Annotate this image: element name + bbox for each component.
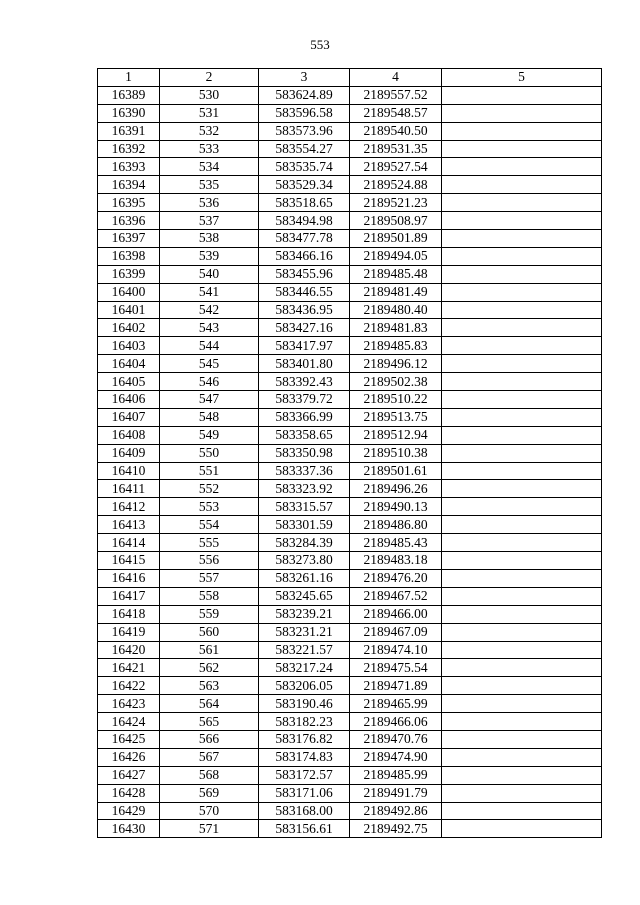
table-row (98, 212, 602, 230)
x-coordinate-cell: 583477.78 (259, 230, 350, 248)
vertex-number-cell: 553 (160, 498, 259, 516)
note-cell (442, 695, 602, 713)
table-row (98, 641, 602, 659)
point-number-cell: 16419 (98, 623, 160, 641)
point-number-cell: 16409 (98, 444, 160, 462)
table-row (98, 659, 602, 677)
table-row (98, 766, 602, 784)
point-number-cell: 16425 (98, 730, 160, 748)
y-coordinate-cell: 2189483.18 (350, 552, 442, 570)
note-cell (442, 283, 602, 301)
vertex-number-cell: 537 (160, 212, 259, 230)
y-coordinate-cell: 2189502.38 (350, 373, 442, 391)
note-cell (442, 569, 602, 587)
table-row (98, 265, 602, 283)
point-number-cell: 16417 (98, 587, 160, 605)
point-number-cell: 16408 (98, 426, 160, 444)
table-row (98, 194, 602, 212)
point-number-cell: 16398 (98, 247, 160, 265)
note-cell (442, 766, 602, 784)
note-cell (442, 641, 602, 659)
y-coordinate-cell: 2189486.80 (350, 516, 442, 534)
x-coordinate-cell: 583239.21 (259, 605, 350, 623)
point-number-cell: 16420 (98, 641, 160, 659)
point-number-cell: 16411 (98, 480, 160, 498)
table-row (98, 552, 602, 570)
y-coordinate-cell: 2189512.94 (350, 426, 442, 444)
point-number-cell: 16401 (98, 301, 160, 319)
x-coordinate-cell: 583182.23 (259, 713, 350, 731)
x-coordinate-cell: 583245.65 (259, 587, 350, 605)
point-number-cell: 16429 (98, 802, 160, 820)
table-row (98, 444, 602, 462)
point-number-cell: 16424 (98, 713, 160, 731)
y-coordinate-cell: 2189485.43 (350, 534, 442, 552)
point-number-cell: 16403 (98, 337, 160, 355)
x-coordinate-cell: 583323.92 (259, 480, 350, 498)
table-row (98, 587, 602, 605)
note-cell (442, 516, 602, 534)
note-cell (442, 212, 602, 230)
point-number-cell: 16415 (98, 552, 160, 570)
y-coordinate-cell: 2189508.97 (350, 212, 442, 230)
x-coordinate-cell: 583156.61 (259, 820, 350, 838)
vertex-number-cell: 540 (160, 265, 259, 283)
y-coordinate-cell: 2189490.13 (350, 498, 442, 516)
x-coordinate-cell: 583350.98 (259, 444, 350, 462)
y-coordinate-cell: 2189524.88 (350, 176, 442, 194)
table-row (98, 713, 602, 731)
point-number-cell: 16413 (98, 516, 160, 534)
table-row (98, 730, 602, 748)
note-cell (442, 677, 602, 695)
page-number: 553 (310, 37, 330, 52)
point-number-cell: 16402 (98, 319, 160, 337)
point-number-cell: 16405 (98, 373, 160, 391)
table-row (98, 86, 602, 104)
table-row (98, 462, 602, 480)
vertex-number-cell: 552 (160, 480, 259, 498)
point-number-cell: 16428 (98, 784, 160, 802)
point-number-cell: 16427 (98, 766, 160, 784)
table-row (98, 391, 602, 409)
table-row (98, 283, 602, 301)
note-cell (442, 820, 602, 838)
vertex-number-cell: 547 (160, 391, 259, 409)
vertex-number-cell: 565 (160, 713, 259, 731)
x-coordinate-cell: 583494.98 (259, 212, 350, 230)
table-row (98, 802, 602, 820)
vertex-number-cell: 531 (160, 104, 259, 122)
x-coordinate-cell: 583466.16 (259, 247, 350, 265)
table-row (98, 247, 602, 265)
note-cell (442, 176, 602, 194)
vertex-number-cell: 567 (160, 748, 259, 766)
y-coordinate-cell: 2189510.22 (350, 391, 442, 409)
vertex-number-cell: 534 (160, 158, 259, 176)
table-row (98, 480, 602, 498)
x-coordinate-cell: 583231.21 (259, 623, 350, 641)
table-row (98, 337, 602, 355)
x-coordinate-cell: 583436.95 (259, 301, 350, 319)
point-number-cell: 16421 (98, 659, 160, 677)
column-header-4: 4 (350, 69, 442, 87)
note-cell (442, 623, 602, 641)
note-cell (442, 534, 602, 552)
y-coordinate-cell: 2189527.54 (350, 158, 442, 176)
x-coordinate-cell: 583273.80 (259, 552, 350, 570)
vertex-number-cell: 570 (160, 802, 259, 820)
point-number-cell: 16430 (98, 820, 160, 838)
point-number-cell: 16414 (98, 534, 160, 552)
table-row (98, 623, 602, 641)
note-cell (442, 408, 602, 426)
note-cell (442, 730, 602, 748)
table-row (98, 408, 602, 426)
note-cell (442, 802, 602, 820)
coordinates-table (97, 68, 602, 838)
x-coordinate-cell: 583172.57 (259, 766, 350, 784)
table-row (98, 569, 602, 587)
point-number-cell: 16422 (98, 677, 160, 695)
note-cell (442, 86, 602, 104)
note-cell (442, 247, 602, 265)
vertex-number-cell: 546 (160, 373, 259, 391)
x-coordinate-cell: 583518.65 (259, 194, 350, 212)
vertex-number-cell: 530 (160, 86, 259, 104)
point-number-cell: 16404 (98, 355, 160, 373)
vertex-number-cell: 569 (160, 784, 259, 802)
y-coordinate-cell: 2189474.90 (350, 748, 442, 766)
note-cell (442, 462, 602, 480)
table-row (98, 534, 602, 552)
y-coordinate-cell: 2189492.86 (350, 802, 442, 820)
y-coordinate-cell: 2189467.52 (350, 587, 442, 605)
y-coordinate-cell: 2189481.49 (350, 283, 442, 301)
point-number-cell: 16392 (98, 140, 160, 158)
point-number-cell: 16423 (98, 695, 160, 713)
vertex-number-cell: 550 (160, 444, 259, 462)
y-coordinate-cell: 2189480.40 (350, 301, 442, 319)
table-body (98, 86, 602, 837)
note-cell (442, 337, 602, 355)
y-coordinate-cell: 2189470.76 (350, 730, 442, 748)
x-coordinate-cell: 583168.00 (259, 802, 350, 820)
point-number-cell: 16406 (98, 391, 160, 409)
x-coordinate-cell: 583217.24 (259, 659, 350, 677)
table-row (98, 104, 602, 122)
table-row (98, 158, 602, 176)
note-cell (442, 498, 602, 516)
vertex-number-cell: 557 (160, 569, 259, 587)
point-number-cell: 16416 (98, 569, 160, 587)
vertex-number-cell: 542 (160, 301, 259, 319)
x-coordinate-cell: 583301.59 (259, 516, 350, 534)
table-row (98, 301, 602, 319)
point-number-cell: 16391 (98, 122, 160, 140)
y-coordinate-cell: 2189465.99 (350, 695, 442, 713)
x-coordinate-cell: 583535.74 (259, 158, 350, 176)
point-number-cell: 16390 (98, 104, 160, 122)
table-row (98, 784, 602, 802)
vertex-number-cell: 541 (160, 283, 259, 301)
x-coordinate-cell: 583392.43 (259, 373, 350, 391)
vertex-number-cell: 566 (160, 730, 259, 748)
vertex-number-cell: 563 (160, 677, 259, 695)
y-coordinate-cell: 2189471.89 (350, 677, 442, 695)
x-coordinate-cell: 583190.46 (259, 695, 350, 713)
y-coordinate-cell: 2189521.23 (350, 194, 442, 212)
vertex-number-cell: 556 (160, 552, 259, 570)
x-coordinate-cell: 583417.97 (259, 337, 350, 355)
table-row (98, 176, 602, 194)
x-coordinate-cell: 583261.16 (259, 569, 350, 587)
y-coordinate-cell: 2189474.10 (350, 641, 442, 659)
table-row (98, 748, 602, 766)
vertex-number-cell: 551 (160, 462, 259, 480)
y-coordinate-cell: 2189485.99 (350, 766, 442, 784)
table-row (98, 426, 602, 444)
vertex-number-cell: 535 (160, 176, 259, 194)
x-coordinate-cell: 583221.57 (259, 641, 350, 659)
point-number-cell: 16410 (98, 462, 160, 480)
vertex-number-cell: 561 (160, 641, 259, 659)
y-coordinate-cell: 2189513.75 (350, 408, 442, 426)
vertex-number-cell: 538 (160, 230, 259, 248)
note-cell (442, 552, 602, 570)
y-coordinate-cell: 2189496.12 (350, 355, 442, 373)
y-coordinate-cell: 2189485.83 (350, 337, 442, 355)
note-cell (442, 373, 602, 391)
x-coordinate-cell: 583337.36 (259, 462, 350, 480)
x-coordinate-cell: 583358.65 (259, 426, 350, 444)
x-coordinate-cell: 583596.58 (259, 104, 350, 122)
table-row (98, 122, 602, 140)
y-coordinate-cell: 2189557.52 (350, 86, 442, 104)
note-cell (442, 265, 602, 283)
x-coordinate-cell: 583446.55 (259, 283, 350, 301)
vertex-number-cell: 555 (160, 534, 259, 552)
vertex-number-cell: 571 (160, 820, 259, 838)
y-coordinate-cell: 2189466.00 (350, 605, 442, 623)
vertex-number-cell: 533 (160, 140, 259, 158)
x-coordinate-cell: 583624.89 (259, 86, 350, 104)
table-header-row (98, 69, 602, 87)
vertex-number-cell: 532 (160, 122, 259, 140)
vertex-number-cell: 564 (160, 695, 259, 713)
vertex-number-cell: 549 (160, 426, 259, 444)
table-row (98, 140, 602, 158)
note-cell (442, 784, 602, 802)
point-number-cell: 16412 (98, 498, 160, 516)
y-coordinate-cell: 2189492.75 (350, 820, 442, 838)
y-coordinate-cell: 2189476.20 (350, 569, 442, 587)
note-cell (442, 748, 602, 766)
x-coordinate-cell: 583176.82 (259, 730, 350, 748)
vertex-number-cell: 562 (160, 659, 259, 677)
vertex-number-cell: 554 (160, 516, 259, 534)
vertex-number-cell: 544 (160, 337, 259, 355)
note-cell (442, 122, 602, 140)
note-cell (442, 301, 602, 319)
x-coordinate-cell: 583554.27 (259, 140, 350, 158)
x-coordinate-cell: 583284.39 (259, 534, 350, 552)
x-coordinate-cell: 583455.96 (259, 265, 350, 283)
y-coordinate-cell: 2189481.83 (350, 319, 442, 337)
note-cell (442, 605, 602, 623)
point-number-cell: 16396 (98, 212, 160, 230)
y-coordinate-cell: 2189491.79 (350, 784, 442, 802)
x-coordinate-cell: 583315.57 (259, 498, 350, 516)
y-coordinate-cell: 2189510.38 (350, 444, 442, 462)
point-number-cell: 16399 (98, 265, 160, 283)
x-coordinate-cell: 583366.99 (259, 408, 350, 426)
vertex-number-cell: 545 (160, 355, 259, 373)
table-row (98, 516, 602, 534)
table-row (98, 677, 602, 695)
note-cell (442, 659, 602, 677)
column-header-2: 2 (160, 69, 259, 87)
table-row (98, 319, 602, 337)
note-cell (442, 426, 602, 444)
y-coordinate-cell: 2189466.06 (350, 713, 442, 731)
note-cell (442, 391, 602, 409)
point-number-cell: 16400 (98, 283, 160, 301)
note-cell (442, 587, 602, 605)
x-coordinate-cell: 583427.16 (259, 319, 350, 337)
vertex-number-cell: 548 (160, 408, 259, 426)
vertex-number-cell: 560 (160, 623, 259, 641)
x-coordinate-cell: 583171.06 (259, 784, 350, 802)
point-number-cell: 16389 (98, 86, 160, 104)
vertex-number-cell: 568 (160, 766, 259, 784)
note-cell (442, 230, 602, 248)
vertex-number-cell: 559 (160, 605, 259, 623)
y-coordinate-cell: 2189467.09 (350, 623, 442, 641)
note-cell (442, 104, 602, 122)
table-row (98, 230, 602, 248)
y-coordinate-cell: 2189548.57 (350, 104, 442, 122)
point-number-cell: 16407 (98, 408, 160, 426)
x-coordinate-cell: 583174.83 (259, 748, 350, 766)
x-coordinate-cell: 583206.05 (259, 677, 350, 695)
table-row (98, 373, 602, 391)
y-coordinate-cell: 2189531.35 (350, 140, 442, 158)
note-cell (442, 713, 602, 731)
point-number-cell: 16393 (98, 158, 160, 176)
table-row (98, 820, 602, 838)
x-coordinate-cell: 583379.72 (259, 391, 350, 409)
y-coordinate-cell: 2189540.50 (350, 122, 442, 140)
column-header-5: 5 (442, 69, 602, 87)
point-number-cell: 16426 (98, 748, 160, 766)
y-coordinate-cell: 2189496.26 (350, 480, 442, 498)
point-number-cell: 16397 (98, 230, 160, 248)
note-cell (442, 140, 602, 158)
note-cell (442, 194, 602, 212)
table-row (98, 498, 602, 516)
y-coordinate-cell: 2189485.48 (350, 265, 442, 283)
point-number-cell: 16395 (98, 194, 160, 212)
y-coordinate-cell: 2189501.61 (350, 462, 442, 480)
table-row (98, 605, 602, 623)
vertex-number-cell: 558 (160, 587, 259, 605)
y-coordinate-cell: 2189501.89 (350, 230, 442, 248)
x-coordinate-cell: 583401.80 (259, 355, 350, 373)
column-header-3: 3 (259, 69, 350, 87)
vertex-number-cell: 543 (160, 319, 259, 337)
column-header-1: 1 (98, 69, 160, 87)
vertex-number-cell: 536 (160, 194, 259, 212)
x-coordinate-cell: 583529.34 (259, 176, 350, 194)
note-cell (442, 158, 602, 176)
note-cell (442, 319, 602, 337)
table-row (98, 355, 602, 373)
table-row (98, 695, 602, 713)
point-number-cell: 16418 (98, 605, 160, 623)
note-cell (442, 355, 602, 373)
note-cell (442, 480, 602, 498)
x-coordinate-cell: 583573.96 (259, 122, 350, 140)
vertex-number-cell: 539 (160, 247, 259, 265)
point-number-cell: 16394 (98, 176, 160, 194)
y-coordinate-cell: 2189475.54 (350, 659, 442, 677)
y-coordinate-cell: 2189494.05 (350, 247, 442, 265)
note-cell (442, 444, 602, 462)
